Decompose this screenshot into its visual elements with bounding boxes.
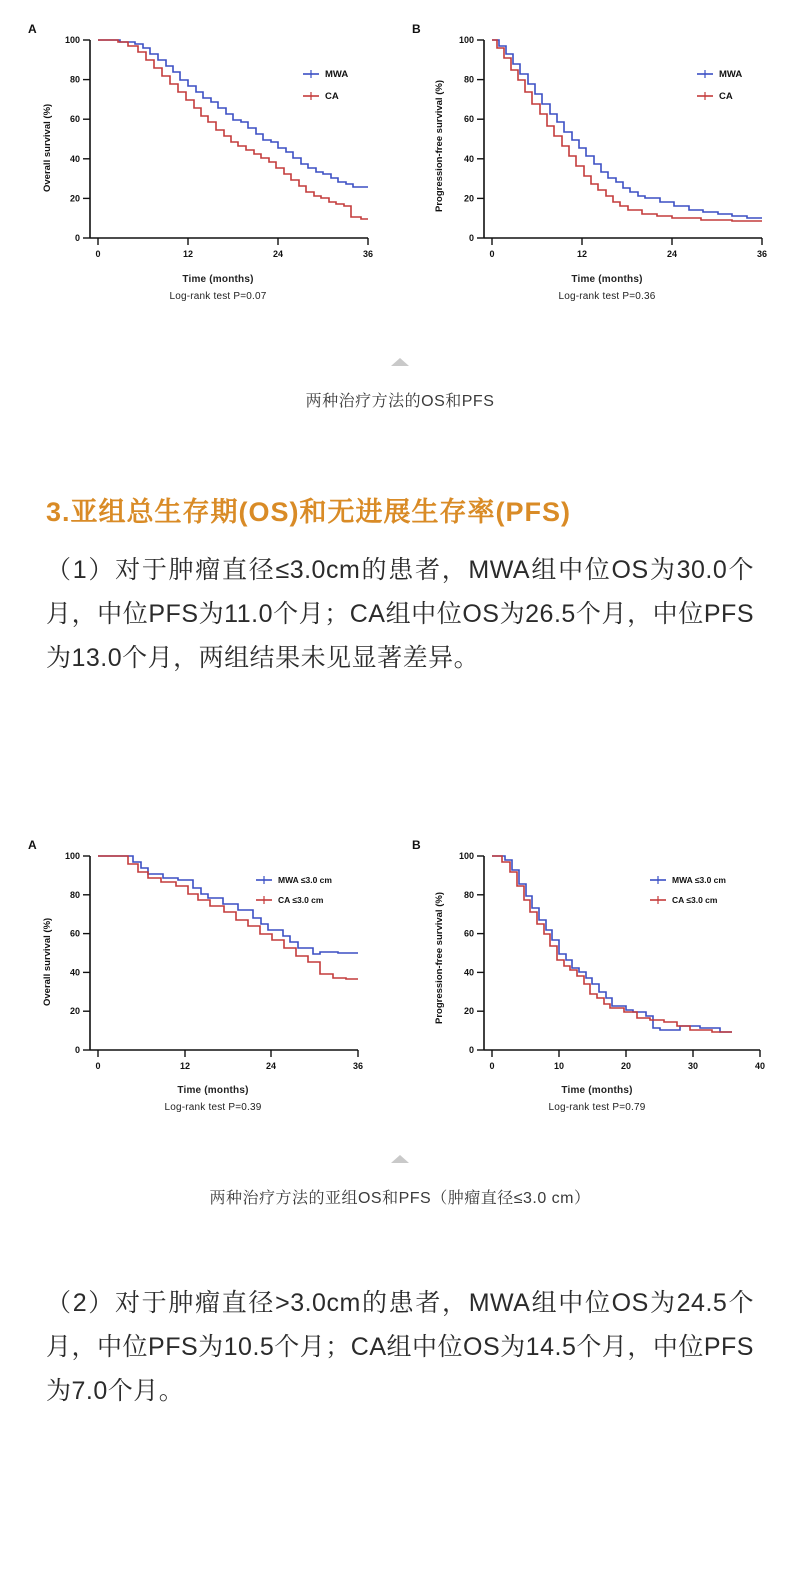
- km-plot-os-sub: [28, 838, 378, 1083]
- svg-text:MWA: MWA: [325, 69, 349, 80]
- svg-text:40: 40: [69, 967, 80, 978]
- km-plot-pfs-sub: [412, 838, 772, 1083]
- svg-text:24: 24: [265, 1061, 277, 1071]
- svg-text:80: 80: [69, 74, 80, 85]
- panel-letter: A: [28, 838, 37, 852]
- figure-1-caption: 两种治疗方法的OS和PFS: [305, 393, 495, 410]
- figure-1-row: [0, 22, 800, 302]
- section-block-1: [0, 490, 800, 680]
- x-axis-label: Time (months): [177, 1085, 249, 1096]
- svg-text:0: 0: [74, 1045, 80, 1055]
- svg-text:24: 24: [272, 249, 284, 259]
- km-chart-svg: [28, 838, 378, 1083]
- svg-text:60: 60: [463, 928, 474, 939]
- km-chart-svg: [412, 22, 772, 272]
- svg-text:80: 80: [463, 74, 474, 85]
- figure-1-panel-a: [28, 22, 378, 302]
- km-plot-pfs-all: [412, 22, 772, 272]
- svg-text:0: 0: [95, 1061, 101, 1071]
- svg-text:20: 20: [69, 1006, 80, 1017]
- svg-text:20: 20: [620, 1061, 632, 1071]
- svg-text:100: 100: [64, 851, 80, 861]
- svg-text:0: 0: [95, 249, 101, 259]
- caret-icon: [391, 358, 409, 366]
- svg-text:Progression-free survival (%): Progression-free survival (%): [434, 892, 445, 1024]
- logrank-note: Log-rank test P=0.07: [169, 291, 267, 302]
- svg-text:CA: CA: [325, 91, 339, 102]
- svg-text:80: 80: [463, 889, 474, 900]
- logrank-note: Log-rank test P=0.36: [558, 291, 656, 302]
- svg-text:36: 36: [362, 249, 374, 259]
- svg-text:80: 80: [69, 889, 80, 900]
- figure-1-caption-block: [0, 358, 800, 411]
- legend: [303, 69, 348, 102]
- paragraph-1: （1）对于肿瘤直径≤3.0cm的患者，MWA组中位OS为30.0个月，中位PFS为11.0个月；CA组中位OS为26.5个月，中位PFS为13.0个月，两组结果未见显著差异。: [46, 556, 754, 672]
- x-axis-label: Time (months): [561, 1085, 633, 1096]
- svg-text:Overall survival (%): Overall survival (%): [42, 917, 53, 1006]
- figure-2-row: [0, 838, 800, 1113]
- svg-text:40: 40: [754, 1061, 766, 1071]
- svg-text:MWA ≤3.0 cm: MWA ≤3.0 cm: [672, 875, 726, 885]
- km-chart-svg: [28, 22, 378, 272]
- figure-2-panel-b: [412, 838, 772, 1113]
- legend: [650, 875, 726, 905]
- svg-text:60: 60: [69, 928, 80, 939]
- figure-2-caption-block: [0, 1155, 800, 1208]
- svg-text:0: 0: [74, 233, 80, 243]
- svg-text:10: 10: [553, 1061, 565, 1071]
- svg-text:CA ≤3.0 cm: CA ≤3.0 cm: [672, 895, 718, 905]
- km-chart-svg: [412, 838, 772, 1083]
- caret-icon: [391, 1155, 409, 1163]
- panel-letter: B: [412, 22, 421, 36]
- svg-text:CA: CA: [719, 91, 733, 102]
- svg-text:36: 36: [756, 249, 768, 259]
- svg-text:0: 0: [468, 233, 474, 243]
- figure-1-panel-b: [412, 22, 772, 302]
- svg-text:0: 0: [468, 1045, 474, 1055]
- svg-text:12: 12: [182, 249, 194, 259]
- svg-text:30: 30: [687, 1061, 699, 1071]
- legend: [256, 875, 332, 905]
- svg-text:100: 100: [458, 851, 474, 861]
- svg-text:0: 0: [489, 1061, 495, 1071]
- svg-text:24: 24: [666, 249, 678, 259]
- svg-text:0: 0: [489, 249, 495, 259]
- svg-text:100: 100: [64, 35, 80, 45]
- svg-text:12: 12: [576, 249, 588, 259]
- figure-2-caption: 两种治疗方法的亚组OS和PFS（肿瘤直径≤3.0 cm）: [209, 1190, 591, 1207]
- svg-text:40: 40: [463, 967, 474, 978]
- svg-text:12: 12: [179, 1061, 191, 1071]
- svg-text:20: 20: [463, 1006, 474, 1017]
- svg-text:Progression-free survival (%): Progression-free survival (%): [434, 80, 445, 212]
- svg-text:20: 20: [69, 193, 80, 204]
- figure-2-panel-a: [28, 838, 378, 1113]
- svg-text:40: 40: [463, 153, 474, 164]
- section-block-2: [0, 1282, 800, 1413]
- figure-group-1: [0, 22, 800, 302]
- km-plot-os-all: [28, 22, 378, 272]
- section-title: 3.亚组总生存期(OS)和无进展生存率(PFS): [46, 497, 572, 527]
- svg-text:20: 20: [463, 193, 474, 204]
- svg-text:40: 40: [69, 153, 80, 164]
- svg-text:60: 60: [463, 114, 474, 125]
- figure-group-2: [0, 838, 800, 1113]
- svg-text:CA ≤3.0 cm: CA ≤3.0 cm: [278, 895, 324, 905]
- x-axis-label: Time (months): [571, 274, 643, 285]
- svg-text:36: 36: [352, 1061, 364, 1071]
- logrank-note: Log-rank test P=0.79: [548, 1102, 646, 1113]
- svg-text:MWA ≤3.0 cm: MWA ≤3.0 cm: [278, 875, 332, 885]
- paragraph-2: （2）对于肿瘤直径>3.0cm的患者，MWA组中位OS为24.5个月，中位PFS为10.5个月；CA组中位OS为14.5个月，中位PFS为7.0个月。: [46, 1289, 754, 1405]
- svg-text:MWA: MWA: [719, 69, 743, 80]
- svg-text:Overall survival (%): Overall survival (%): [42, 103, 53, 192]
- panel-letter: B: [412, 838, 421, 852]
- logrank-note: Log-rank test P=0.39: [164, 1102, 262, 1113]
- x-axis-label: Time (months): [182, 274, 254, 285]
- legend: [697, 69, 742, 102]
- panel-letter: A: [28, 22, 37, 36]
- svg-text:60: 60: [69, 114, 80, 125]
- svg-text:100: 100: [458, 35, 474, 45]
